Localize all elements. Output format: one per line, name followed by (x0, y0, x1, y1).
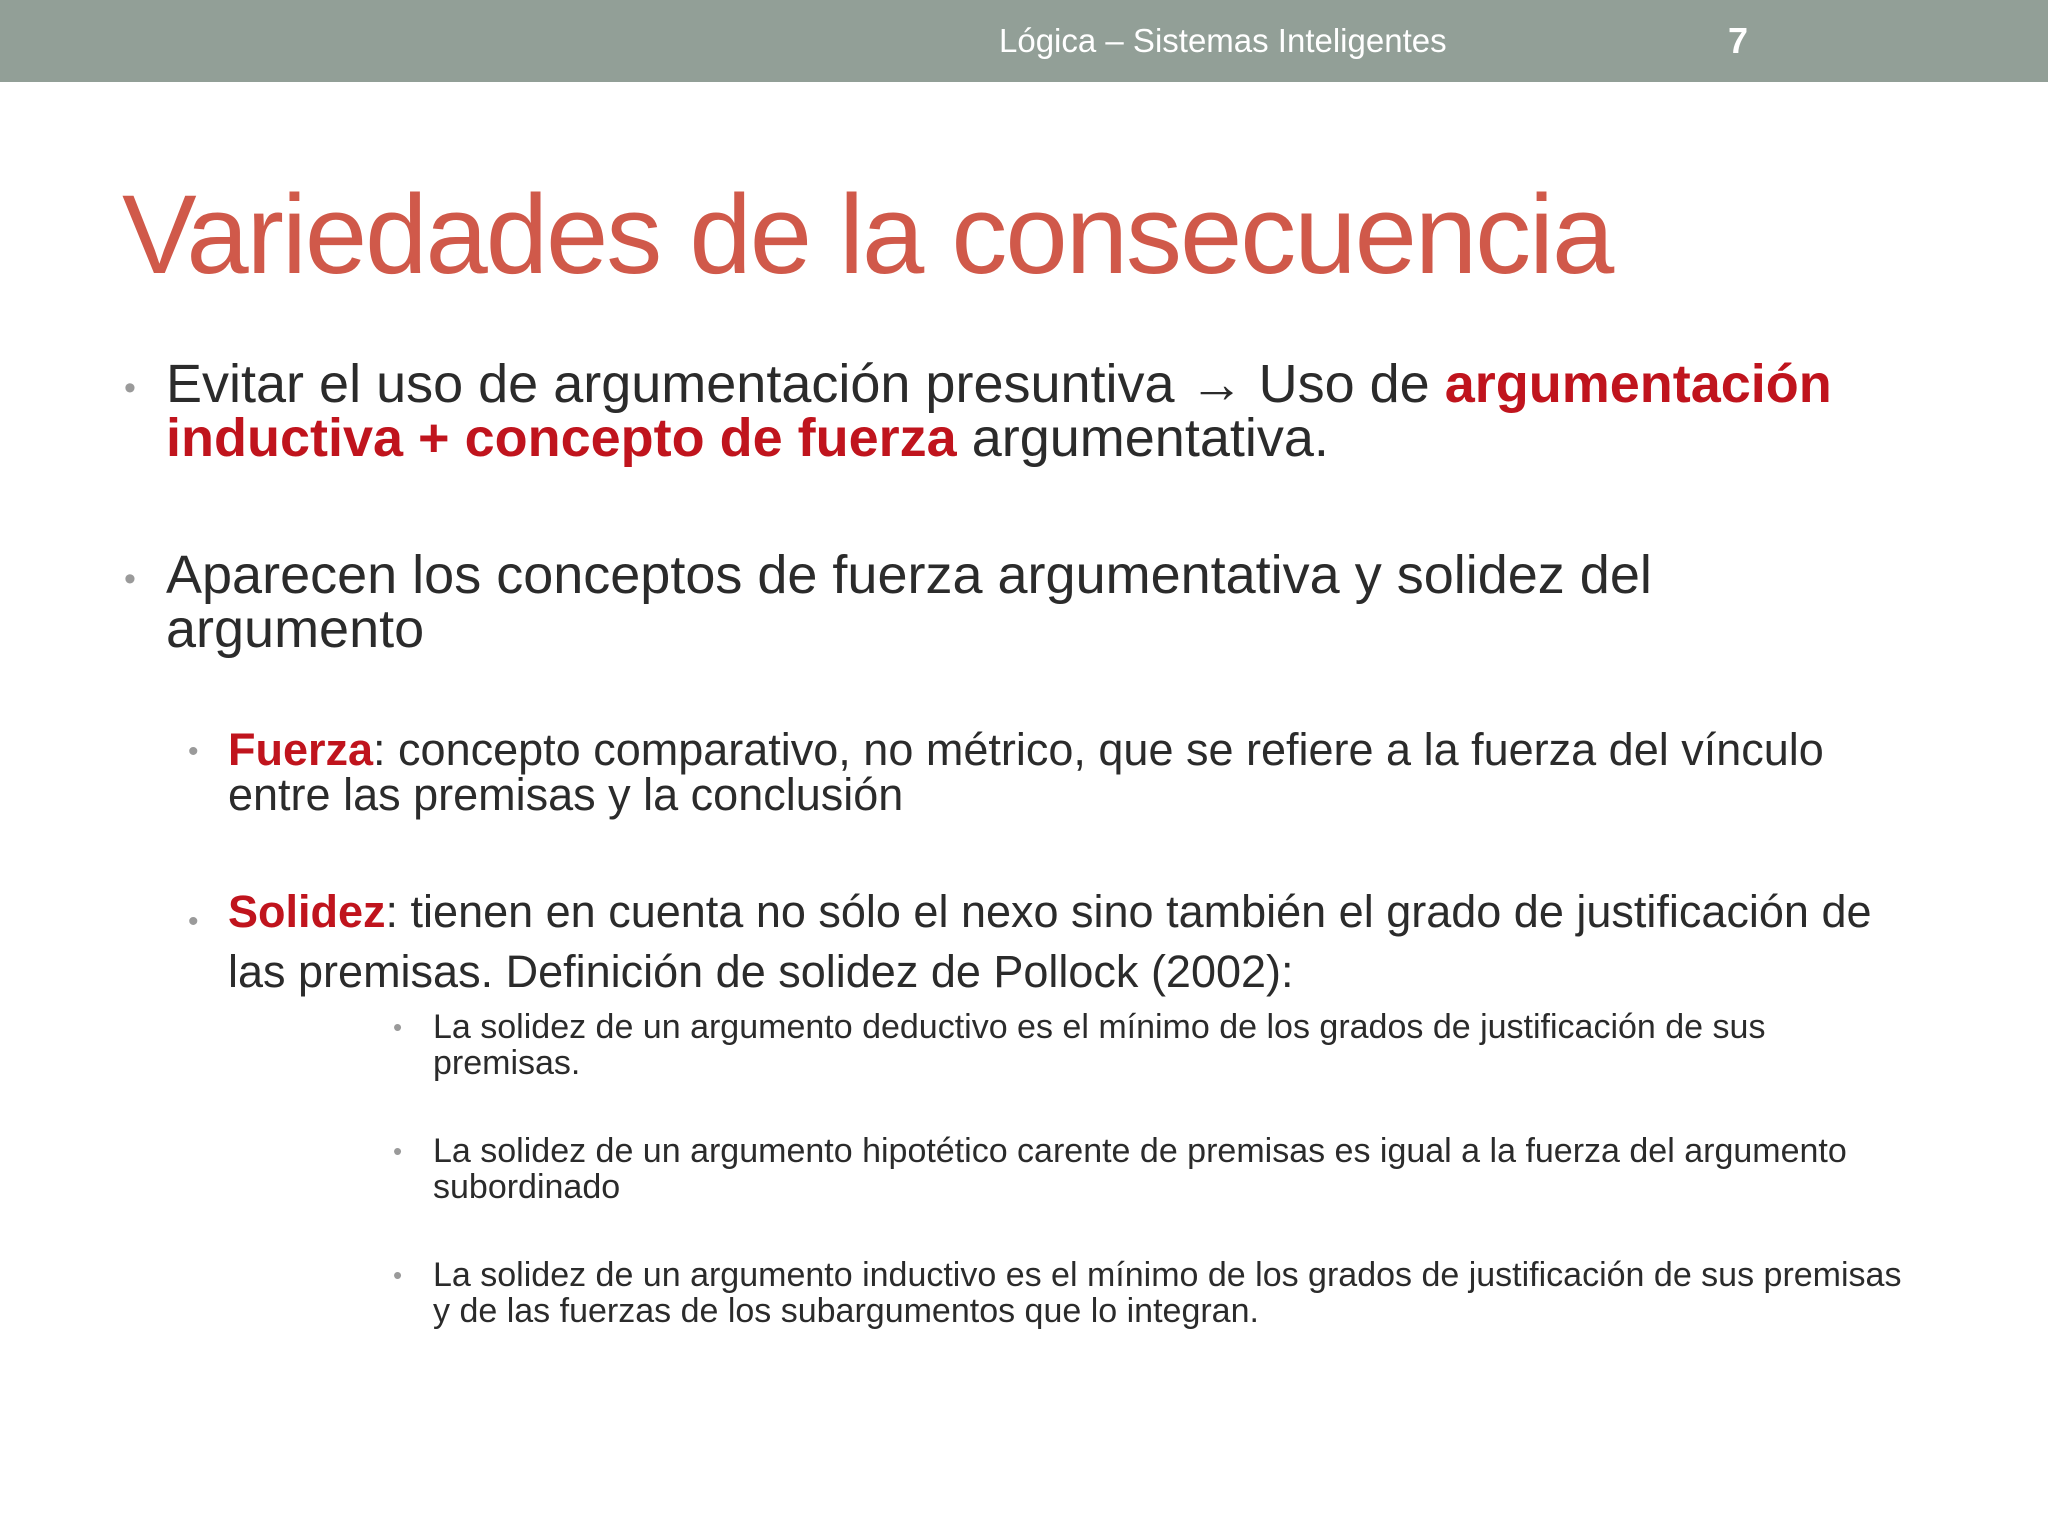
bullet-marker: • (124, 369, 136, 407)
term-solidez: Solidez (228, 886, 386, 937)
bullet-marker: • (393, 1136, 403, 1166)
sub-bullet-inductivo (393, 1256, 1913, 1330)
sub-bullet-text: La solidez de un argumento deductivo es el mínimo de los grados de justificación de sus premisas. (433, 1008, 1766, 1082)
bullet-marker: • (124, 560, 136, 598)
term-fuerza: Fuerza (228, 724, 374, 775)
bullet-conceptos (124, 545, 1866, 659)
bullet-text: Uso de (1243, 354, 1445, 414)
bullet-marker: • (188, 905, 199, 938)
highlight-text: argumentación inductiva + concepto de fuerza (166, 354, 1832, 468)
header-bar (0, 0, 2048, 82)
bullet-marker: • (188, 735, 199, 768)
bullet-presuntiva (124, 354, 1946, 468)
arrow-right-icon: → (1189, 354, 1244, 414)
slide-title: Variedades de la consecuencia (122, 172, 1613, 297)
sub-bullet-text: La solidez de un argumento hipotético carente de premisas es igual a la fuerza del argumento subordinado (433, 1132, 1847, 1206)
page-number: 7 (1728, 20, 1749, 61)
bullet-text: Aparecen los conceptos de fuerza argumentativa y solidez del argumento (166, 545, 1652, 659)
sub-bullet-text: La solidez de un argumento inductivo es el mínimo de los grados de justificación de sus premisas y de las fuerzas de los subargumentos que lo integran. (433, 1256, 1902, 1330)
header-title: Lógica – Sistemas Inteligentes (999, 22, 1447, 59)
bullet-text: Evitar el uso de argumentación presuntiva (166, 354, 1190, 414)
bullet-text: argumentativa. (956, 408, 1329, 468)
sub-bullet-deductivo (393, 1008, 1913, 1082)
bullet-marker: • (393, 1012, 403, 1042)
bullet-text: : tienen en cuenta no sólo el nexo sino también el grado de justificación de las premisas. Definición de solidez de Pollock (2002): (228, 886, 1872, 997)
bullet-fuerza (188, 724, 1928, 820)
bullet-text: : concepto comparativo, no métrico, que se refiere a la fuerza del vínculo entre las premisas y la conclusión (228, 724, 1824, 820)
bullet-marker: • (393, 1260, 403, 1290)
bullet-solidez (188, 882, 1928, 1002)
sub-bullet-hipotetico (393, 1132, 1913, 1206)
